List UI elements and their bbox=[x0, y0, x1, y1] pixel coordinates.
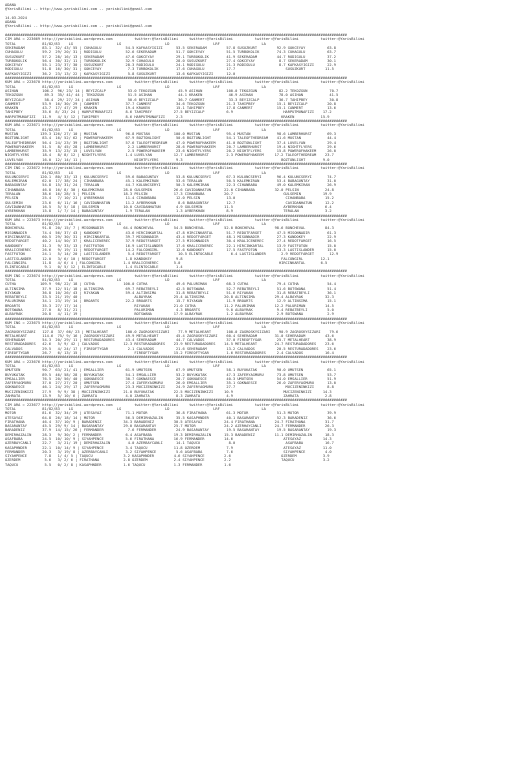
document-line: TOTAL 81/82/83 LG LG LD LRF LA bbox=[5, 41, 266, 46]
document-line: ELINTOCABLE 9.1 0/ 5/ 12 | ELINTOCABLE 1.4 ELINTOCABLE 1.4 bbox=[5, 265, 183, 270]
document-line: OZERDEM 5.6 3/ 2/ 6 | FIRATHANA 2.8 OZERDEM 2.4 SIYAHPENCE 2.2 TAQUCU 3.2 bbox=[5, 458, 330, 463]
document-line: KUM ARA = 223670 http://yarisbilimi.wordpress.com twitter:@YarisBilimi twitter:@YarisBilimi twitter:@YarisBilimi twitter:@YarisBilimi bbox=[5, 80, 365, 85]
document-line: KANDOKEY 31.3 9/ 33/ 13 | FASTFOTON 16.9 LASTISLANDER 17.6 KRALICENEREC 22.1 HIRCINKARTAL 13.9 FASTFOTON 15.0 bbox=[5, 243, 336, 248]
document-line: BUYUKATAK 89.5 46/ 58/ 28 | BUYUKATAK 54.1 EMSALLIER 53.2 BUYUKATAK 47.3 ZAFERYAGMURU 73.8 UMUTSEN 53.7 bbox=[5, 372, 336, 377]
document-line: HARPUTMUNAFIZI 11.9 4/ 5/ 12 | TAHIPBEY 8.6 HARPUTMUNAFIZI 2.3 KRAKEN 15.9 bbox=[5, 114, 330, 119]
document-line: GULSEMIN 23.6 6/ 11/ 16 | CAVIDANHATUN 11.2 AYBERKHAN 8.6 BABAGUNTAY 12.7 CAVIDANHATUN 12.2 bbox=[5, 200, 334, 205]
document-line: ZAGROSKYSIZARI 127.8 37/ 66/ 23 | METALHEART 100.0 ZAGROSKYSIZARI 77.9 METALHEART 100.0 ZAGROSKYSIZARI 90.9 ZAGROSKYSIZARI 79.6 bbox=[5, 329, 339, 334]
document-line: TOTAL 81/82/83 LG LG LD LRF LA bbox=[5, 170, 266, 175]
document-line: CALVADOS 29.5 4/ 24/ 17 | FIREOFTYGAR 2.1 CALVADOS 21.6 SEHERADAM 13.2 CALVADOS 20.5 RESTURADADORES 23.6 bbox=[5, 346, 336, 351]
document-line: LAMBERHURST 35.9 13/ 23/ 15 | LUVELYAN 2.5 POWEROFHAKEEM 23.6 NIGHTFLYERS 20.2 NIGHTFLYERS 15.8 POWEROFHAKEEM 26.0 bbox=[5, 149, 336, 154]
document-line: KAFKASYIGIZI 36.2 23/ 13/ 22 | KAFKASYIGIZI 5.8 SUSUZKURT 13.6 KAFKASYIGIZI 12.0 bbox=[5, 71, 236, 76]
document-line: GOKNAESCE 46.1 24/ 29/ 17 | ZAFERYAGMURU 23.3 MUCIZENINKIZI 24.9 ZAFERYAGMURU 27.7 MUCIZENINKIZI 8.8 bbox=[5, 385, 334, 390]
document-line: ALTINSIMA 37.9 12/ 51/ 18 | ALTINSIMA 69.7 REBATBEYLI 42.5 BOTSWANA 52.7 REBATBEYLI 51.6 BOTSWANA 51.4 bbox=[5, 286, 336, 291]
document-line: REDOTFARGET 40.2 14/ 50/ 37 | KRALICENEREC 37.9 REDOTFARGET 27.5 MISONNADIR 30.4 KRALICENEREC 27.4 REDOTFARGET 16.5 bbox=[5, 239, 336, 244]
document-line: TOTAL 81/82/83 LG LG LD LRF LA bbox=[5, 278, 266, 282]
document-line: PALURIMAN 34.1 23/ 19/ 14 | BROARTS 22.2 BROARTS 15.7 RIYAKAN 11.9 BROARTS 12.9 ALTINSIMA 15.1 bbox=[5, 299, 336, 304]
document-line: LASTISLANDER 12.0 3/ 6/ 10 | REDOTFARGET 1.8 KANDOKEY 9.8 FALCONGIRL 12.1 bbox=[5, 256, 330, 261]
document-line: FASTFOTON 24.1 5/ 14/ 20 | LASTISLANDER 5.4 REDOTFARGET 10.5 ELINTOCABLE 6.4 LASTISLANDER 2.9 REDOTFARGET 12.9 bbox=[5, 252, 339, 257]
document-line: ADANA bbox=[5, 3, 16, 7]
document-line: SEKERADAM 83.1 32/ 43/ 55 | CUHAGULU 54.5 KAFKASYIGIZI 53.5 SEKERADAM 57.8 SUSUZKURT 92.9 GOKCEYAY 63.8 bbox=[5, 45, 336, 50]
document-line: REBATBEYLI 33.5 21/ 19/ 40 | ALBAYRAK 25.4 ALTINSIMA 20.8 ALTINSIMA 29.4 ALBAYRAK 32.3 bbox=[5, 295, 334, 300]
document-line: BABAGUNTAY 54.8 15/ 31/ 24 | TERALAN 44.7 KULUNCSERYI 50.3 KALEMKIRAN 22.3 CIHANBABA 49.0 KALEMKIRAN 26.9 bbox=[5, 183, 336, 188]
document-line: KUM ING = 223674 http://yarisbilimi.wordpress.com twitter:@YarisBilimi twitter:@YarisBilimi twitter:@YarisBilimi twitter:@YarisBilimi bbox=[5, 273, 365, 278]
document-line: TOTAL 81/82/83 LG LG LD LRF LA bbox=[5, 325, 266, 330]
document-line: @YarisBilimi -- http://www.yarisbilimi.com -- yarisbilimi@gmail.com bbox=[5, 7, 152, 12]
document-line: ATESAYAZ 64.8 26/ 18/ 14 | MOTOR 56.5 DEMIRHAZALIN 35.5 KASAPHNDER 40.1 BASARANTAY 52.3 BARADENIZ 36.6 bbox=[5, 415, 336, 420]
document-line: RESTURADADORES 42.6 5/ 9/ 42 | CALVADOS 12.3 RESTURADADORES 23.9 RESTURADADORES 14.5 METALHEART 24.7 RESTURADADORES 23.6 bbox=[5, 342, 334, 347]
document-line: ALBAYRAK 20.8 4/ 11/ 19 | BOTSWANA 17.9 ALBAYRAK 1.2 ALBAYRAK 2.9 BOTSWANA 2.9 bbox=[5, 312, 334, 317]
document-line: ############################################################################################################################################################ bbox=[5, 355, 347, 360]
document-line: TALEOFTHEDREAM 56.4 24/ 23/ 39 | BOZTONLIGHT 57.6 TALEOFTHEDREAM 47.0 POWEROFHAKEEM 41.0 BOZTONLIGHT 37.4 LUVELYAN 29.4 bbox=[5, 140, 336, 145]
document-line: TEKOZGUN 89.3 35/ 41/ 44 | TEKOZGUN 51.5 ASIHAN 44.1 KRAKEN 46.9 ASIHAN 78.0 ASIHAN 41.5 bbox=[5, 93, 339, 98]
document-line: @YarisBilimi -- http://www.yarisbilimi.com -- yarisbilimi@gmail.com bbox=[5, 24, 152, 29]
document-line: ############################################################################################################################################################ bbox=[5, 33, 347, 38]
document-line: METALHEART 114.6 75/ 9/ 16 | ZAGROSKYSIZARI 49.9 METALHEART 45.4 ZAGROSKYSIZARI 60.4 SEHERADAM 31.0 SEHERADAM 43.6 bbox=[5, 333, 334, 338]
document-line: FERMANDER 20.3 3/ 19/ 8 | AZERBAYCANLI 3.2 SIYAHPENCE 5.6 ASAFBABA 7.6 SIYAHPENCE 4.0 bbox=[5, 449, 332, 454]
document-line: MUCIZENINKIZI 27.9 9/ 9/ 38 | MUCIZENINKIZI 21.0 BUYUKATAK 22.5 MUCIZENINKIZI 10.9 MUCIZENINKIZI 14.3 bbox=[5, 389, 332, 394]
document-line: CIHANBABA 46.8 16/ 8/ 30 | KALEMKIRAN 28.0 GULSEMIN 26.6 CAVIDANHATUN 22.0 CIHANBABA 32.0 PELSIN 24.8 bbox=[5, 187, 334, 192]
document-line: CIM ARA = 223669 http://yarisbilimi.wordpress.com twitter:@YarisBilimi twitter:@YarisBilimi twitter:@YarisBilimi twitter:@YarisBilimi bbox=[5, 37, 365, 42]
document-line: MISONNADIR 74.4 56/ 37/ 43 | KANDOKEY 43.6 HIRCINKARTAL 47.8 HIRCINKARTAL 51.7 REDOTFARGET 47.5 MISONNADIR 61.3 bbox=[5, 230, 336, 235]
document-line: RIYAKAN 36.8 10/ 26/ 43 | RIYAKAN 59.4 ALTINSIMA 31.8 REBATBEYLI 51.6 RIYAKAN 31.8 REBATBEYLI 36.1 bbox=[5, 290, 336, 295]
document-line: FALCONGIRL 11.8 4/ 6/ 4 | FALCONGIRL 1.4 KRALICENEREC 5.0 HIRCINKARTAL 6.5 bbox=[5, 260, 328, 265]
document-line: SIYAHPENCE 7.8 1/ 4/ 5 | TAQUCU 3.2 KASAPHNDER 4.6 SIYAHPENCE 2.6 OZERDEM 3.9 bbox=[5, 454, 330, 459]
document-line: CAVIDANHATUN 16.5 5/ 5/ 18 | GULSEMIN 10.0 CAVIDANHATUN 4.9 GULSEMIN 11.5 AYBERKHAN 6.4 bbox=[5, 204, 332, 209]
document-line: NIGHTFLYERS 18.4 8/ 8/ 12 | NIGHTFLYERS 1.4 LUVELYAN 12.7 LAMBERHURST 2.3 POWEROFHAKEEM 17.2 TALEOFTHEDREAM 23.7 bbox=[5, 153, 334, 158]
document-line: AZERBAYCANLI 22.7 3/ 21/ 19 | DEMIRHAZALIN 4.0 AZERBAYCANLI 14.1 TAQUCU 8.0 ASAFBABA 16.7 bbox=[5, 441, 334, 446]
document-line: ADANA bbox=[5, 20, 16, 25]
document-line: TOTAL 81/82/83 LG LG LD LRF LA bbox=[5, 363, 266, 368]
document-line: GOKCEYAY 55.1 23/ 37/ 30 | SUSUZKURT 28.3 RODIGULU 24.1 RODIGULU 21.3 RODIGULU 8.7 KAFKASYIGIZI 22.9 bbox=[5, 63, 336, 68]
document-line: TERALAN 38.6 16/ 28/ 5 | PELSIN 18.3 PELSIN 17.3 CIHANBABA 20.7 GULSEMIN 19.9 bbox=[5, 192, 332, 197]
document-line: CIM ING = 223672 http://yarisbilimi.wordpress.com twitter:@YarisBilimi twitter:@YarisBilimi twitter:@YarisBilimi twitter:@YarisBilimi bbox=[5, 166, 365, 171]
document-line: FIREOFTYGAR 26.7 6/ 13/ 15 | FIREOFTYGAR 15.2 FIREOFTYGAR 1.6 RESTURADADORES 2.4 CALVADOS 16.4 bbox=[5, 351, 334, 356]
document-line: ASAFBABA 24.5 10/ 10/ 9 | SIYAHPENCE 5.6 FIRATHANA 16.9 FERMANDER 14.6 ATESAYAZ 14.3 bbox=[5, 436, 332, 441]
document-line: BARADENIZ 37.9 14/ 15/ 26 | FERMANDER 7.6 FERMANDER 24.9 BASARANTAY 19.5 BASARANTAY 19.5 BASARANTAY 19.3 bbox=[5, 428, 336, 433]
document-line: PELSIN 25.4 7/ 10/ 21 | AYBERKHAN 11.4 CIHANBABA 12.0 PELSIN 13.0 CIHANBABA 15.2 bbox=[5, 196, 334, 201]
document-line: TAQUCU 5.5 0/ 2/ 8 | KASAPHNDER 1.6 TAQUCU 1.3 FERMANDER 1.6 bbox=[5, 462, 231, 467]
document-line: TOTAL 81/82/83 LG LG LD LRF LA bbox=[5, 406, 266, 411]
document-line: AYBERKHAN 15.8 1/ 7/ 14 | BABAGUNTAY 1.9 TERALAN 1.3 AYBERKHAN 8.9 TERALAN 3.2 bbox=[5, 209, 332, 214]
document-line: ############################################################################################################################################################ bbox=[5, 398, 347, 403]
document-line: TOTAL 81/82/83 LG LG LD LRF LA bbox=[5, 222, 266, 227]
document-line: CUHAGULU 59.2 29/ 20/ 31 | RODIGULU 52.6 SEKERADAM 51.7 GOKCEYAY 51.5 TURBOKOLIK 74.3 CUHAGULU 63.7 bbox=[5, 50, 336, 55]
document-line: KUM ING = 223675 http://yarisbilimi.wordpress.com twitter:@YarisBilimi twitter:@YarisBilimi twitter:@YarisBilimi twitter:@YarisBilimi bbox=[5, 320, 365, 325]
document-line: KALEMKIRAN 62.0 17/ 38/ 24 | CIHANBABA 45.1 KALEMKIRAN 53.6 TERALAN 50.5 KALEMKIRAN 53.4 BABAGUNTAY 31.0 bbox=[5, 179, 336, 184]
document-line: KUM ARA = 223676 http://yarisbilimi.wordpress.com twitter:@YarisBilimi twitter:@YarisBilimi twitter:@YarisBilimi twitter:@YarisBilimi bbox=[5, 359, 365, 364]
document-line: BASARANTAY 45.5 29/ 9/ 14 | BASARANTAY 29.0 BASARANTAY 25.7 MOTOR 24.2 AZERHAYCANLI 24.7 FERMANDER 26.3 bbox=[5, 424, 334, 429]
document-line: LUVELYAN 16.0 12/ 14/ 11 | NIGHTFLYERS 9.3 BOZTONLIGHT 9.0 bbox=[5, 157, 330, 162]
document-line: MUSTAN 139.3 126/ 27/ 10 | MUSTAN 96.8 MUSTAN 100.0 MUSTAN 95.4 MUSTAN 98.6 LAMBERHURST 69.3 bbox=[5, 131, 336, 136]
document-line: ZAFERYAGMURU 37.0 27/ 27/ 20 | UMUTSEN 27.4 ZAFERYAGMURU 26.0 EMSALLIER 35.1 GOKNAESCE 26.0 ZAFERYAGMURU 13.0 bbox=[5, 381, 336, 386]
document-line: ############################################################################################################################################################ bbox=[5, 269, 347, 274]
document-line: KRAKEN 43.7 17/ 47/ 29 | KRAKEN 19.4 KRAKEN 15.1 TAHIPBEY 17.8 CANMERT 15.1 CANMERT 13.6 bbox=[5, 106, 336, 111]
document-line: BOTSWANA 27.0 8/ 31/ 21 | PALURIMAN 4.3 BROARTS 9.0 ALBAYRAK 9.4 REBATBEYLI 5.0 bbox=[5, 308, 334, 313]
document-line: UMUTSEN 90.7 63/ 21/ 41 | EMSALLIER 61.9 UMUTSEN 67.9 UMUTSEN 58.1 BUYUKATAK 90.0 UMUTSEN 65.1 bbox=[5, 368, 336, 373]
document-line: KASAPHNDER 22.1 10/ 14/ 9 | SIYAHPENCE 3.4 TAQUCU 11.8 OZERDEM 7.9 ATESAYAZ 11.0 bbox=[5, 445, 332, 450]
document-line: EMSALLIER 76.5 20/ 56/ 40 | GOKNAESCE 30.7 GOKNAESCE 20.7 GOKNAESCE 40.3 UMUTSEN 54.0 EMSALLIER 51.9 bbox=[5, 376, 336, 381]
document-line: KUM ARA = 223671 http://yarisbilimi.wordpress.com twitter:@YarisBilimi twitter:@YarisBilimi twitter:@YarisBilimi twitter:@YarisBilimi bbox=[5, 123, 365, 128]
document-line: BEYIZCALP 58.4 29/ 27/ 24 | ASIHAN 50.6 BEYIZCALP 36.7 CANMERT 33.3 BEYIZCALP 36.7 TAHIPBEY 30.8 bbox=[5, 97, 339, 102]
document-line: CANMERT 53.9 16/ 30/ 29 | CANMERT 37.7 CANMERT 34.6 TEKOZGUN 21.3 TAHIPBEY 15.1 BEYIZCALP 20.8 bbox=[5, 101, 336, 106]
document-line: KRALICENEREC 26.6 9/ 19/ 11 | REDOTFARGET 14.2 FALCONGIRL 12.6 KANDOKEY 17.5 FASTFOTON 13.3 LASTISLANDER 15.0 bbox=[5, 247, 336, 252]
document-line: KUM ARA = 223673 http://yarisbilimi.wordpress.com twitter:@YarisBilimi twitter:@YarisBilimi twitter:@YarisBilimi twitter:@YarisBilimi bbox=[5, 217, 365, 222]
document-line: TURBOKOLIK 56.4 30/ 32/ 11 | TURBOKOLIK 32.9 CUHAGULU 28.0 SUSUZKURT 27.4 GOKCEYAY 8.7 SEKERADAM 30.1 bbox=[5, 58, 336, 63]
document-line: TOTAL 81/82/83 LG LG LD LRF LA bbox=[5, 127, 266, 132]
document-line: MOTOR 81.6 32/ 34/ 29 | ATESAYAZ 71.1 MOTOR 36.8 FIRATHANA 61.3 MOTOR 51.3 MOTOR 39.9 bbox=[5, 411, 336, 416]
document-line: CUTHA 109.9 98/ 22/ 18 | CUTHA 100.0 CUTHA 49.6 PALURIMAN 68.3 CUTHA 79.4 CUTHA 54.4 bbox=[5, 282, 336, 287]
document-line: SUSUZKURT 57.2 28/ 16/ 13 | SEKERADAM 47.6 GOKCEYAY 29.1 TURBOKOLIK 41.9 SEKERADAM 44.7 RODIGULU 37.2 bbox=[5, 54, 336, 59]
document-line: BONCHEVAL 91.8 20/ 15/ 7 | MISONNADIR 64.4 BONCHEVAL 54.5 BONCHEVAL 52.0 BONCHEVAL 98.6 BONCHEVAL 84.3 bbox=[5, 226, 334, 231]
document-line: ############################################################################################################################################################ bbox=[5, 161, 347, 166]
document-line: POWEROFHAKEEM 51.5 8/ 45/ 28 | LAMBERHURST 2.2 LAMBERHURST 28.6 POWEROFHAKEEM 20.7 LAMBERHURST 19.4 NIGHTFLYERS 29.6 bbox=[5, 144, 336, 149]
document-line: TOTAL 81/82/83 LG LG LD LRF LA bbox=[5, 84, 266, 89]
document-line: SEHERADAM 54.3 20/ 29/ 11 | RESTURADADORES 43.4 SEHERADAM 44.7 CALVADOS 37.0 FIREOFTYGAR 25.7 METALHEART 38.9 bbox=[5, 338, 336, 343]
document-line: ############################################################################################################################################################ bbox=[5, 119, 347, 124]
document-line: BOZTONLIGHT 83.4 16/ 52/ 62 | POWEROFHAKEEM 67.9 BOZTONLIGHT 50.6 BOZTONLIGHT 54.1 TALEOFTHEDREAM 41.6 MUSTAN 44.4 bbox=[5, 136, 336, 141]
document-line: ASIHAN 106.2 96/ 23/ 14 | BEYIZCALP 53.0 TEKOZGUN 45.9 ASIHAN 100.0 TEKOZGUN 82.2 TEKOZGUN 70.7 bbox=[5, 88, 339, 93]
document-line: ZAHRATA 13.9 5/ 10/ 6 | ZAHRATA 4.0 ZAHRATA 8.3 ZAHRATA 4.9 ZAHRATA 2.8 bbox=[5, 394, 332, 399]
document-line: ############################################################################################################################################################ bbox=[5, 316, 347, 321]
document-line: TAHIPBEY 35.6 8/ 23/ 24 | HARPUTMUNAFIZI 8.6 TAHIPBEY 27.5 BEYIZCALP 6.9 HARPUTMUNAFIZI 17.2 bbox=[5, 110, 332, 115]
document-line: DEMIRHAZALIN 28.3 9/ 30/ 2 | FERMANDER 6.4 ASAFBABA 19.3 DEMIRHAZALIN 15.3 BARADENIZ 11.1 DEMIRHAZALIN 18.3 bbox=[5, 432, 334, 437]
document-line: ############################################################################################################################################################ bbox=[5, 76, 347, 81]
document-line: RODIGULU 51.8 16/ 30/ 31 | GOKCEYAY 7.3 TURBOKOLIK 17.6 CUHAGULU 17.7 SUSUZKURT 11.5 bbox=[5, 67, 334, 72]
document-line: CIM ARA = 223677 http://yarisbilimi.wordpress.com twitter:@YarisBilimi twitter:@YarisBilimi twitter:@YarisBilimi twitter:@YarisBilimi bbox=[5, 402, 365, 407]
document-line: BROARTS 35.3 27/ 17/ 14 | RIYAKAN 21.0 CUTHA 11.2 PALURIMAN 12.2 PALURIMAN 14.5 bbox=[5, 303, 334, 308]
document-line: KULUNCSERYI 120.1 80/ 33/ 13 | KULUNCSERYI 59.6 BABAGUNTAY 53.8 KULUNCSERYI 67.3 KULUNCSERYI 96.4 KULUNCSERYI 74.7 bbox=[5, 174, 336, 179]
document-line: ############################################################################################################################################################ bbox=[5, 213, 347, 218]
document-line: 14.03.2024 bbox=[5, 15, 27, 20]
document-line: FIRATHANA 46.4 37/ 10/ 9 | BARADENIZ 34.3 BARADENIZ 30.5 ATESAYAZ 24.4 FIRATHANA 24.7 FIRATHANA 31.7 bbox=[5, 419, 334, 424]
document-line: HIRCINKARTAL 60.5 29/ 30/ 31 | HIRCINKARTAL 39.7 MISONNADIR 43.4 REDOTFARGET 48.1 MISONNADIR 27.3 KANDOKEY 22.9 bbox=[5, 235, 336, 240]
